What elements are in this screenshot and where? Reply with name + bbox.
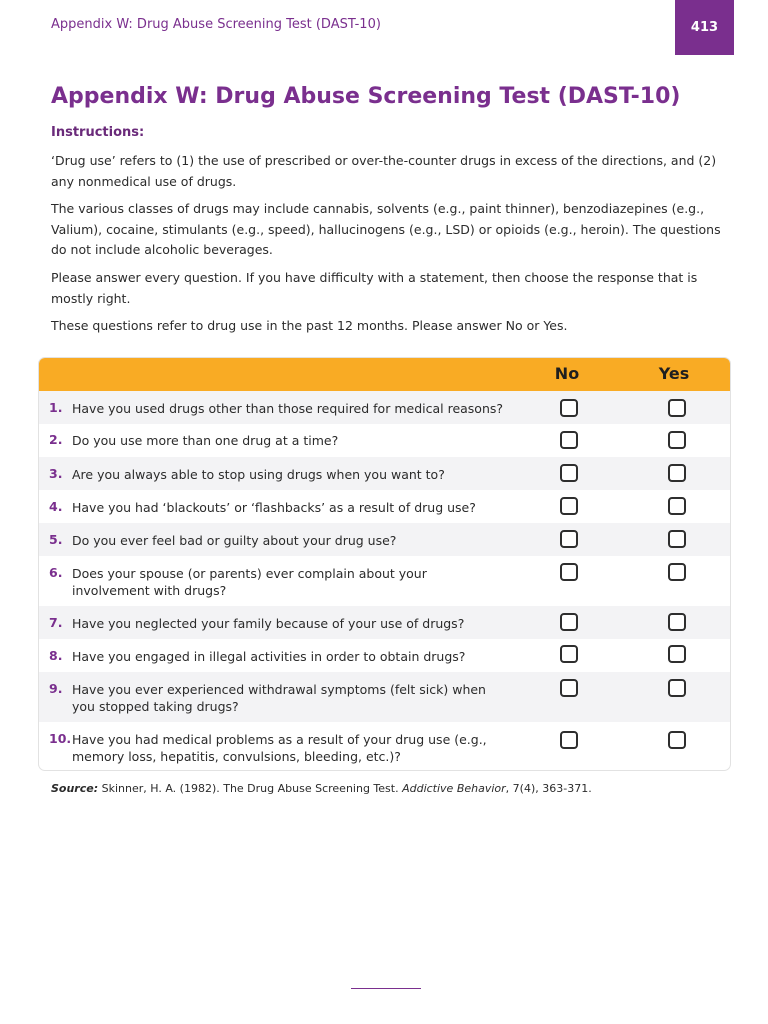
answer-yes-checkbox[interactable] bbox=[668, 563, 686, 581]
instructions-paragraph-2: The various classes of drugs may include cannabis, solvents (e.g., paint thinner), benzodiazepines (e.g., Valium), cocaine, stimulants (e.g., speed), hallucinogens (e.g., LSD) or opioids (e.g., heroin). The questions do not include alcoholic beverages. bbox=[51, 201, 721, 257]
question-row bbox=[39, 424, 730, 457]
answer-yes-checkbox[interactable] bbox=[668, 464, 686, 482]
question-number: 5. bbox=[49, 532, 63, 547]
answer-no-checkbox[interactable] bbox=[560, 530, 578, 548]
answer-no-checkbox[interactable] bbox=[560, 731, 578, 749]
question-text: Have you had ‘blackouts’ or ‘flashbacks’ as a result of drug use? bbox=[72, 500, 476, 515]
source-journal: Addictive Behavior bbox=[402, 782, 506, 795]
answer-yes-checkbox[interactable] bbox=[668, 679, 686, 697]
answer-yes-checkbox[interactable] bbox=[668, 530, 686, 548]
page-number: 413 bbox=[690, 20, 719, 35]
question-row bbox=[39, 391, 730, 424]
question-number: 2. bbox=[49, 432, 63, 447]
question-row bbox=[39, 523, 730, 556]
source-label: Source: bbox=[51, 782, 99, 795]
column-header-yes: Yes bbox=[658, 364, 690, 383]
page-title: Appendix W: Drug Abuse Screening Test (DAST-10) bbox=[51, 84, 681, 109]
answer-yes-checkbox[interactable] bbox=[668, 431, 686, 449]
question-number: 7. bbox=[49, 615, 63, 630]
question-number: 10. bbox=[49, 731, 72, 746]
question-text: Have you neglected your family because of your use of drugs? bbox=[72, 616, 465, 631]
question-number: 3. bbox=[49, 466, 63, 481]
answer-no-checkbox[interactable] bbox=[560, 399, 578, 417]
question-text: Are you always able to stop using drugs when you want to? bbox=[72, 467, 445, 482]
question-text: Have you used drugs other than those required for medical reasons? bbox=[72, 401, 504, 416]
source-citation-details: , 7(4), 363-371. bbox=[505, 782, 592, 795]
questionnaire-table bbox=[38, 357, 731, 771]
question-row bbox=[39, 639, 730, 672]
question-number: 4. bbox=[49, 499, 63, 514]
question-number: 8. bbox=[49, 648, 63, 663]
page-number-tab bbox=[675, 0, 734, 55]
question-row bbox=[39, 490, 730, 523]
answer-no-checkbox[interactable] bbox=[560, 679, 578, 697]
source-citation bbox=[51, 782, 592, 795]
answer-no-checkbox[interactable] bbox=[560, 431, 578, 449]
answer-no-checkbox[interactable] bbox=[560, 645, 578, 663]
answer-no-checkbox[interactable] bbox=[560, 464, 578, 482]
instructions-paragraph-4: These questions refer to drug use in the past 12 months. Please answer No or Yes. bbox=[51, 318, 568, 333]
answer-yes-checkbox[interactable] bbox=[668, 731, 686, 749]
source-citation-text: Skinner, H. A. (1982). The Drug Abuse Screening Test. bbox=[98, 782, 403, 795]
answer-yes-checkbox[interactable] bbox=[668, 497, 686, 515]
table-header bbox=[39, 358, 730, 391]
running-header: Appendix W: Drug Abuse Screening Test (DAST-10) bbox=[51, 17, 381, 32]
question-text: Do you use more than one drug at a time? bbox=[72, 433, 339, 448]
answer-yes-checkbox[interactable] bbox=[668, 613, 686, 631]
question-number: 1. bbox=[49, 400, 63, 415]
question-text: Does your spouse (or parents) ever complain about your involvement with drugs? bbox=[72, 566, 427, 598]
instructions-paragraph-3: Please answer every question. If you have difficulty with a statement, then choose the response that is mostly right. bbox=[51, 270, 698, 306]
answer-no-checkbox[interactable] bbox=[560, 563, 578, 581]
question-text: Do you ever feel bad or guilty about your drug use? bbox=[72, 533, 397, 548]
instructions-heading: Instructions: bbox=[51, 125, 145, 140]
question-number: 6. bbox=[49, 565, 63, 580]
question-number: 9. bbox=[49, 681, 63, 696]
answer-yes-checkbox[interactable] bbox=[668, 645, 686, 663]
answer-no-checkbox[interactable] bbox=[560, 497, 578, 515]
question-text: Have you had medical problems as a result of your drug use (e.g., memory loss, hepatitis, convulsions, bleeding, etc.)? bbox=[72, 732, 487, 764]
question-text: Have you engaged in illegal activities in order to obtain drugs? bbox=[72, 649, 466, 664]
column-header-no: No bbox=[554, 364, 580, 383]
answer-no-checkbox[interactable] bbox=[560, 613, 578, 631]
question-row bbox=[39, 722, 730, 770]
question-row bbox=[39, 457, 730, 490]
footer-rule bbox=[351, 988, 421, 989]
question-text: Have you ever experienced withdrawal symptoms (felt sick) when you stopped taking drugs? bbox=[72, 682, 486, 714]
answer-yes-checkbox[interactable] bbox=[668, 399, 686, 417]
question-row bbox=[39, 672, 730, 722]
question-row bbox=[39, 556, 730, 606]
question-row bbox=[39, 606, 730, 639]
instructions-paragraph-1: ‘Drug use’ refers to (1) the use of prescribed or over-the-counter drugs in excess of the directions, and (2) any nonmedical use of drugs. bbox=[51, 153, 717, 189]
